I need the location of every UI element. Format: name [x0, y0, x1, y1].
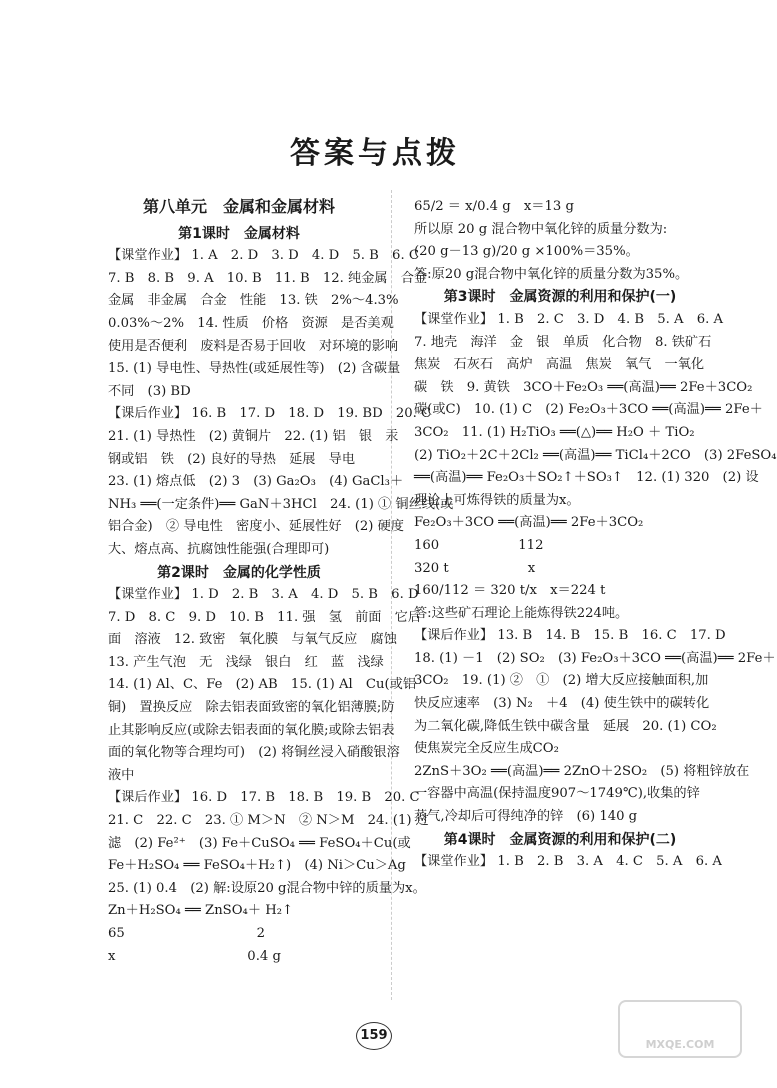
answer-line: 160/112 ＝ 320 t/x x＝224 t	[414, 583, 606, 599]
answer-line: 15. (1) 导电性、导热性(或延展性等) (2) 含碳量	[108, 361, 401, 377]
answer-line: 止其影响反应(或除去铝表面的氧化膜;或除去铝表	[108, 722, 395, 738]
lesson-block	[108, 562, 429, 969]
answer-line: 【课后作业】 16. B 17. D 18. D 19. BD 20. C	[108, 406, 432, 422]
answer-line: 液中	[108, 767, 135, 783]
lesson-block	[414, 829, 722, 874]
answer-line: 7. 地壳 海洋 金 银 单质 化合物 8. 铁矿石	[414, 334, 712, 350]
answer-line: 14. (1) Al、C、Fe (2) AB 15. (1) Al Cu(或铝	[108, 677, 417, 693]
answer-line: 滤 (2) Fe²⁺ (3) Fe＋CuSO₄ ══ FeSO₄＋Cu(或	[108, 835, 411, 851]
answer-line: 【课堂作业】 1. A 2. D 3. D 4. D 5. B 6. C	[108, 248, 419, 264]
answer-line: 25. (1) 0.4 (2) 解:设原20 g混合物中锌的质量为x。	[108, 880, 426, 896]
page-title: 答案与点拨	[290, 136, 460, 171]
answer-line: 面的氧化物等合理均可) (2) 将铜丝浸入硝酸银溶	[108, 745, 400, 761]
answer-line: 钢或铝 铁 (2) 良好的导热 延展 导电	[108, 451, 356, 467]
answer-line: 碳 铁 9. 黄铁 3CO＋Fe₂O₃ ══(高温)══ 2Fe＋3CO₂	[414, 379, 753, 395]
answer-line: 铝合金) ② 导电性 密度小、延展性好 (2) 硬度	[108, 519, 404, 535]
page-number: 159	[356, 1022, 392, 1050]
answer-line: 焦炭 石灰石 高炉 高温 焦炭 氧气 一氧化	[414, 357, 705, 373]
answer-line: 【课后作业】 13. B 14. B 15. B 16. C 17. D	[414, 628, 726, 644]
answer-line: 23. (1) 熔点低 (2) 3 (3) Ga₂O₃ (4) GaCl₃＋	[108, 474, 404, 490]
lesson-title: 第4课时 金属资源的利用和保护(二)	[443, 831, 677, 848]
unit-heading: 第八单元 金属和金属材料	[142, 197, 335, 216]
answer-line: 答:这些矿石理论上能炼得铁224吨。	[414, 605, 629, 621]
answer-line: x 0.4 g	[108, 948, 281, 964]
answer-line: 碳(或C) 10. (1) C (2) Fe₂O₃＋3CO ══(高温)══ 2Fe＋	[414, 402, 763, 418]
answer-line: 铜) 置换反应 除去铝表面致密的氧化铝薄膜;防	[108, 700, 395, 716]
answer-line: 65/2 ＝ x/0.4 g x＝13 g	[414, 199, 574, 214]
answer-line: 160 112	[414, 537, 544, 553]
answer-line: 不同 (3) BD	[108, 383, 191, 399]
answer-line: 7. B 8. B 9. A 10. B 11. B 12. 纯金属 合金	[108, 270, 428, 286]
watermark-logo: MXQE.COM	[618, 1000, 742, 1058]
answer-line: 使用是否便利 废料是否易于回收 对环境的影响	[108, 338, 399, 354]
continuation-lines	[414, 196, 706, 286]
answer-line: 65 2	[108, 926, 266, 941]
answer-line: 【课堂作业】 1. D 2. B 3. A 4. D 5. B 6. D	[108, 587, 419, 603]
answer-line: 【课后作业】 16. D 17. B 18. B 19. B 20. C	[108, 790, 420, 806]
answer-line: 13. 产生气泡 无 浅绿 银白 红 蓝 浅绿	[108, 654, 384, 670]
answer-line: 21. C 22. C 23. ① M＞N ② N＞M 24. (1) 过	[108, 813, 429, 829]
answer-line: 答:原20 g混合物中氧化锌的质量分数为35%。	[414, 266, 689, 282]
answer-line: 使焦炭完全反应生成CO₂	[414, 741, 559, 757]
lesson-title: 第3课时 金属资源的利用和保护(一)	[443, 289, 677, 306]
answer-line: 面 溶液 12. 致密 氧化膜 与氧气反应 腐蚀	[108, 632, 397, 648]
answer-line: 所以原 20 g 混合物中氧化锌的质量分数为:	[414, 221, 668, 237]
answer-line: (2) TiO₂＋2C＋2Cl₂ ══(高温)══ TiCl₄＋2CO (3) 2FeSO₄	[414, 447, 777, 463]
answer-line: NH₃ ══(一定条件)══ GaN＋3HCl 24. (1) ① 铜丝线(或	[108, 496, 454, 512]
answer-line: Fe＋H₂SO₄ ══ FeSO₄＋H₂↑) (4) Ni＞Cu＞Ag	[108, 858, 406, 874]
answer-line: 320 t x	[414, 560, 536, 576]
answer-line: Fe₂O₃＋3CO ══(高温)══ 2Fe＋3CO₂	[414, 515, 644, 531]
answer-line: 金属 非金属 合金 性能 13. 铁 2%～4.3%	[108, 293, 399, 309]
answer-line: 【课堂作业】 1. B 2. C 3. D 4. B 5. A 6. A	[414, 311, 723, 327]
answer-line: 21. (1) 导热性 (2) 黄铜片 22. (1) 铝 银 汞	[108, 428, 399, 444]
answer-line: 7. D 8. C 9. D 10. B 11. 强 氢 前面 它后	[108, 609, 422, 625]
answer-line: 0.03%～2% 14. 性质 价格 资源 是否美观	[108, 315, 394, 331]
answer-line: 为二氧化碳,降低生铁中碳含量 延展 20. (1) CO₂	[414, 718, 717, 734]
answer-line: 3CO₂ 11. (1) H₂TiO₃ ══(△)══ H₂O ＋ TiO₂	[414, 424, 695, 440]
answer-line: 大、熔点高、抗腐蚀性能强(合理即可)	[108, 541, 330, 557]
left-column	[108, 196, 454, 968]
lesson-block	[108, 223, 454, 562]
answer-line: 快反应速率 (3) N₂ ＋4 (4) 使生铁中的碳转化	[414, 696, 710, 712]
lesson-title: 第2课时 金属的化学性质	[157, 564, 321, 581]
answer-line: (20 g－13 g)/20 g ×100%＝35%。	[414, 244, 639, 260]
lesson-block	[414, 286, 777, 828]
answer-line: 【课堂作业】 1. B 2. B 3. A 4. C 5. A 6. A	[414, 854, 722, 870]
answer-line: 一容器中高温(保持温度907～1749℃),收集的锌	[414, 786, 700, 802]
answer-line: 蒸气,冷却后可得纯净的锌 (6) 140 g	[414, 809, 638, 825]
answer-line: 3CO₂ 19. (1) ② ① (2) 增大反应接触面积,加	[414, 673, 709, 689]
right-column	[414, 196, 777, 874]
lesson-title: 第1课时 金属材料	[178, 225, 300, 242]
answer-line: 18. (1) －1 (2) SO₂ (3) Fe₂O₃＋3CO ══(高温)══ 2Fe＋	[414, 650, 776, 666]
answer-line: 2ZnS＋3O₂ ══(高温)══ 2ZnO＋2SO₂ (5) 将粗锌放在	[414, 763, 750, 779]
answer-line: 理论上可炼得铁的质量为x。	[414, 492, 580, 508]
answer-line: Zn＋H₂SO₄ ══ ZnSO₄＋ H₂↑	[108, 903, 294, 919]
answer-line: ══(高温)══ Fe₂O₃＋SO₂↑＋SO₃↑ 12. (1) 320 (2) 设	[414, 470, 759, 486]
